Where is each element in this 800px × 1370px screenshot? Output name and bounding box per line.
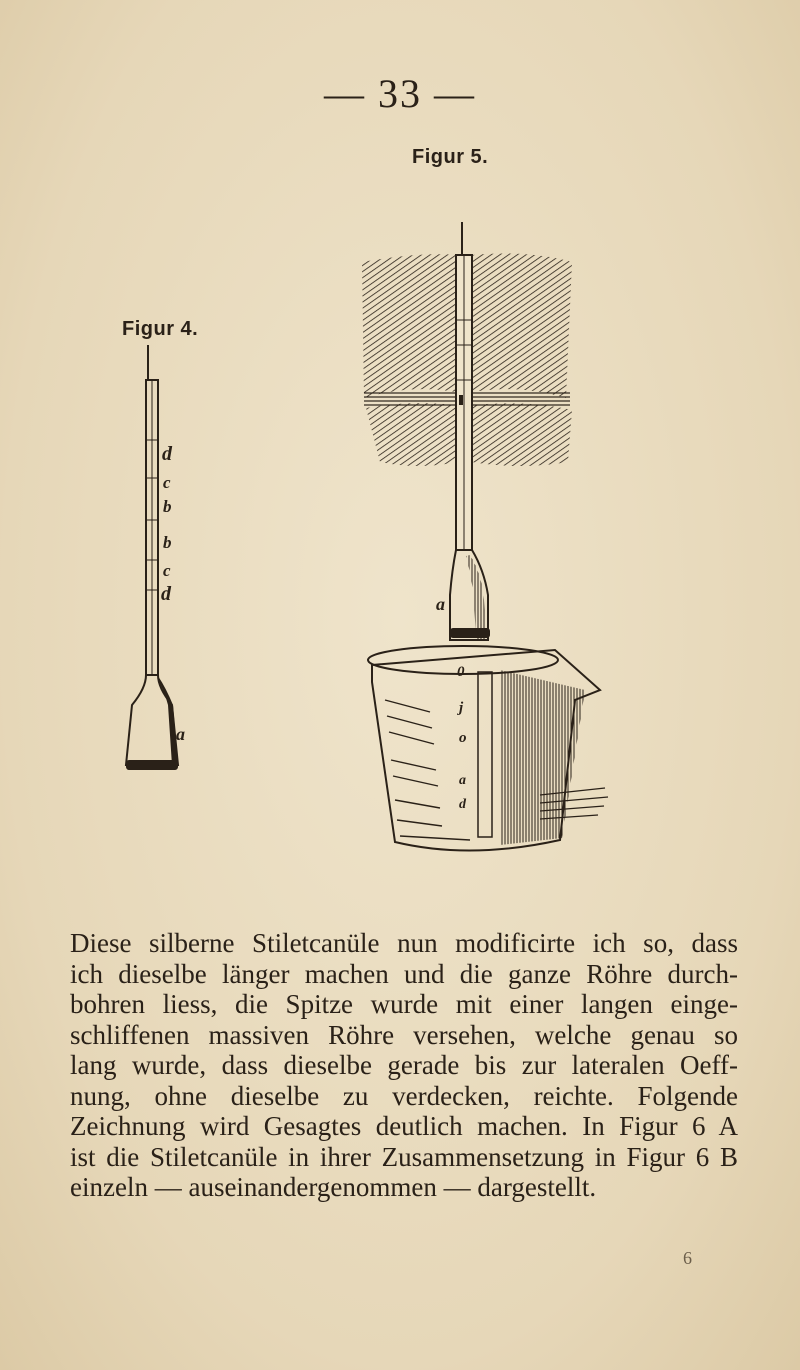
- signature-mark: 6: [683, 1248, 692, 1268]
- paragraph-line: bohren liess, die Spitze wurde mit einer langen einge-: [70, 989, 738, 1019]
- paragraph-line: lang wurde, dass dieselbe gerade bis zur lateralen Oeff-: [70, 1050, 738, 1080]
- paragraph-line: Diese silberne Stiletcanüle nun modificirte ich so, dass: [70, 928, 738, 958]
- fig5-letter-zero: 0: [457, 664, 465, 680]
- fig4-letter-a: a: [176, 724, 185, 744]
- fig4-letter-b-bottom: b: [163, 533, 172, 552]
- fig4-letter-b-top: b: [163, 497, 172, 516]
- fig4-letter-d-bottom: d: [161, 583, 171, 605]
- paragraph-line: ist die Stiletcanüle in ihrer Zusammensetzung in Figur 6 B: [70, 1141, 738, 1172]
- figure-5-label: Figur 5.: [412, 146, 489, 168]
- fig5-letter-j: j: [459, 700, 464, 716]
- paragraph-line: einzeln — auseinandergenommen — dargestellt.: [70, 1172, 597, 1202]
- fig4-letter-d-top: d: [162, 443, 172, 465]
- paragraph-line: ich dieselbe länger machen und die ganze Röhre durch-: [70, 958, 738, 989]
- paragraph-line: nung, ohne dieselbe zu verdecken, reichte. Folgende: [70, 1080, 738, 1111]
- fig4-letter-c-bottom: c: [163, 561, 171, 580]
- fig5-letter-a-handle: a: [436, 594, 445, 614]
- figure-4-drawing: [126, 345, 185, 770]
- page-number: — 33 —: [324, 71, 476, 116]
- paragraph-line: Zeichnung wird Gesagtes deutlich machen. In Figur 6 A: [70, 1111, 738, 1141]
- body-paragraph: [70, 928, 738, 1203]
- paragraph-line: schliffenen massiven Röhre versehen, welche genau so: [70, 1019, 738, 1050]
- fig5-letter-o: o: [459, 730, 467, 746]
- fig5-letter-a-cup: a: [459, 773, 466, 788]
- fig5-letter-d-cup: d: [459, 797, 466, 812]
- figure-4-label: Figur 4.: [122, 318, 199, 340]
- figure-5-drawing: [362, 222, 608, 851]
- fig4-letter-c-top: c: [163, 473, 171, 492]
